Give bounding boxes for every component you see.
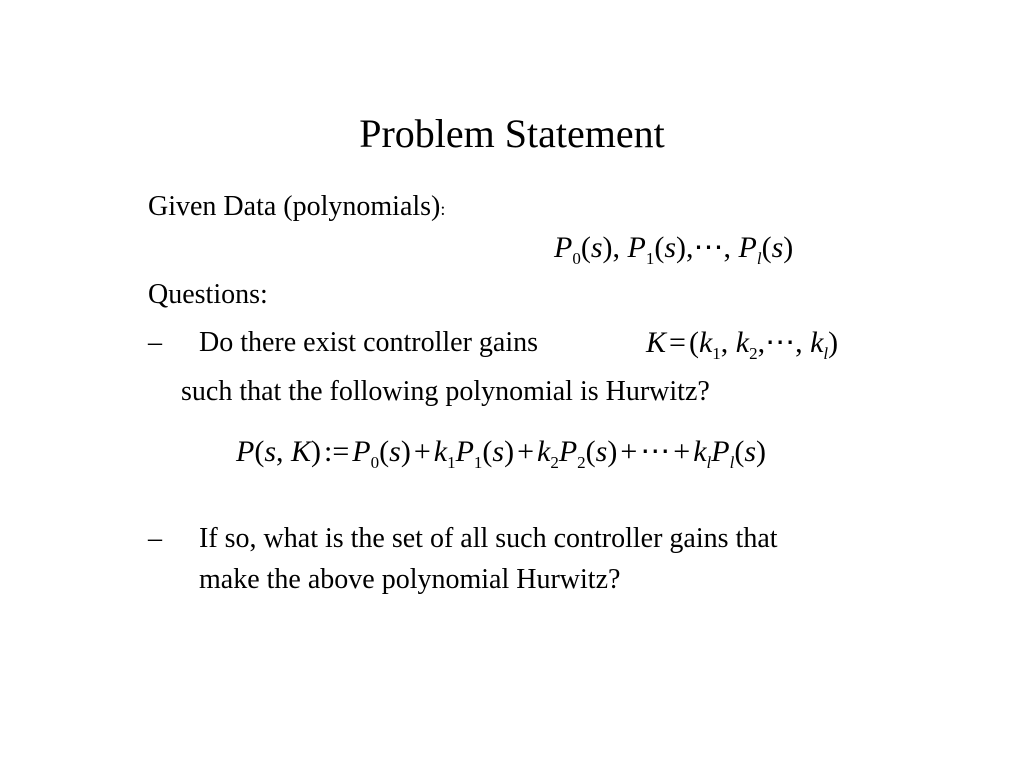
bullet-dash-1: – — [148, 327, 162, 358]
slide-title: Problem Statement — [359, 111, 665, 156]
given-data-text: Given Data (polynomials) — [148, 191, 441, 222]
given-data-label — [148, 190, 445, 226]
given-polynomials-formula: $P_0(s)$, $P_1(s),\cdots$, $P_l(s)$ — [554, 231, 794, 268]
bullet-dash-2: – — [148, 523, 162, 554]
question-2-line-2: make the above polynomial Hurwitz? — [199, 564, 621, 595]
hurwitz-polynomial-formula: P(s, K) := $P_0(s) + k_1P_1(s) + k_2P_2(s)$ + ⋯ + $k_lP_l(s)$ — [236, 435, 766, 472]
question-1-line-1: Do there exist controller gains — [199, 327, 539, 358]
question-2-line-1: If so, what is the set of all such controller gains that — [199, 523, 778, 554]
controller-gains-formula: $K = (k_1$, $k_2,\cdots$, $k_l$) — [646, 326, 839, 363]
questions-label: Questions: — [148, 279, 268, 310]
given-data-colon: : — [440, 199, 446, 219]
question-1-line-2: such that the following polynomial is Hurwitz? — [181, 376, 710, 407]
